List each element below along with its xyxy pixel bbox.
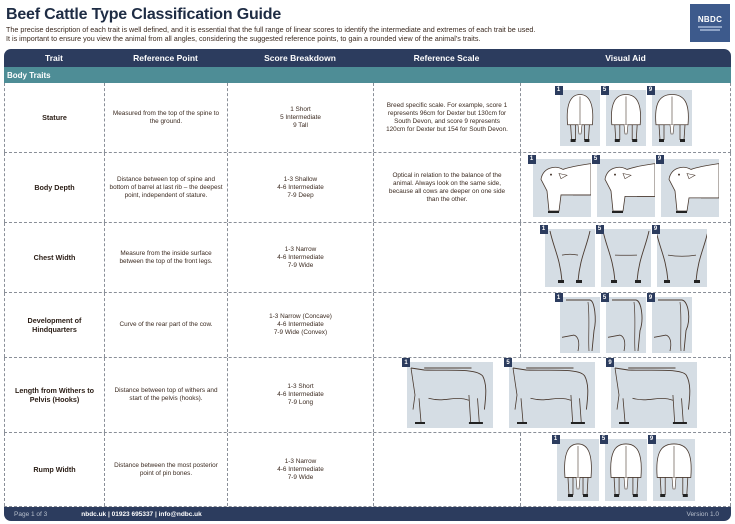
cattle-diagram-panel xyxy=(556,87,600,146)
score-badge: 1 xyxy=(540,225,548,234)
score-badge: 9 xyxy=(652,225,660,234)
score-badge: 1 xyxy=(555,86,563,95)
contact-info: nbdc.uk | 01923 695337 | info@ndbc.uk xyxy=(81,510,202,518)
score-line: 1 Short xyxy=(290,105,311,113)
table-row-length-withers-pelvis xyxy=(4,358,731,433)
trait-name: Chest Width xyxy=(4,223,104,292)
score-badge: 5 xyxy=(596,225,604,234)
cattle-illustration-icon xyxy=(533,159,591,217)
score-badge: 5 xyxy=(601,86,609,95)
cattle-diagram-panel xyxy=(597,226,651,287)
cattle-illustration-icon xyxy=(606,90,646,146)
intro-line-2: It is important to ensure you view the animal from all angles, considering the suggested reference points, to gain a rounded view of the animal's traits. xyxy=(6,34,481,43)
cattle-illustration-icon xyxy=(661,159,719,217)
reference-scale xyxy=(373,223,520,292)
column-header-score-breakdown: Score Breakdown xyxy=(264,53,336,63)
cattle-illustration-icon xyxy=(407,362,493,428)
reference-point: Measured from the top of the spine to the ground. xyxy=(104,83,227,152)
score-badge: 5 xyxy=(592,155,600,164)
score-badge: 9 xyxy=(647,293,655,302)
cattle-illustration-icon xyxy=(560,90,600,146)
page-number: Page 1 of 3 xyxy=(14,510,48,518)
score-badge: 9 xyxy=(648,435,656,444)
cattle-illustration-icon xyxy=(509,362,595,428)
reference-scale: Optical in relation to the balance of the animal. Always look on the same side, because all cows are deeper on one side than the other. xyxy=(373,153,520,222)
visual-aid xyxy=(520,83,731,152)
cattle-diagram-panel xyxy=(648,87,692,146)
reference-point: Measure from the inside surface between the top of the front legs. xyxy=(104,223,227,292)
score-line: 7-9 Wide xyxy=(287,261,314,269)
visual-aid xyxy=(520,153,731,222)
reference-point: Distance between top of spine and bottom of barrel at last rib – the deepest point, independent of stature. xyxy=(104,153,227,222)
page-title: Beef Cattle Type Classification Guide xyxy=(6,6,282,23)
score-line: 4-6 Intermediate xyxy=(277,321,324,328)
reference-point: Distance between the most posterior point of pin bones. xyxy=(104,433,227,506)
table-row-rump-width xyxy=(4,433,731,507)
score-badge: 5 xyxy=(504,358,512,367)
table-row-chest-width xyxy=(4,223,731,293)
cattle-illustration-icon xyxy=(652,90,692,146)
score-line: 7-9 Wide xyxy=(287,473,314,481)
trait-name: Body Depth xyxy=(4,153,104,222)
nbdc-logo xyxy=(690,4,730,42)
logo-tagline-line xyxy=(700,29,720,31)
score-line: 1-3 Short xyxy=(287,383,314,390)
score-badge: 1 xyxy=(552,435,560,444)
score-line: 1-3 Shallow xyxy=(283,175,318,183)
score-breakdown xyxy=(227,153,373,222)
trait-name: Rump Width xyxy=(4,433,104,506)
score-badge: 1 xyxy=(555,293,563,302)
score-line: 4-6 Intermediate xyxy=(277,391,324,398)
cattle-diagram-panel xyxy=(404,359,493,428)
score-badge: 1 xyxy=(528,155,536,164)
score-line: 5 Intermediate xyxy=(280,113,321,121)
cattle-diagram-panel xyxy=(657,156,719,217)
visual-aid xyxy=(373,358,731,432)
cattle-illustration-icon xyxy=(597,159,655,217)
score-badge: 5 xyxy=(601,293,609,302)
cattle-diagram-panel xyxy=(653,226,707,287)
visual-aid xyxy=(520,293,731,357)
cattle-illustration-icon xyxy=(652,297,692,353)
cattle-illustration-icon xyxy=(605,439,647,501)
score-line: 1-3 Narrow (Concave) xyxy=(269,313,332,320)
classification-table xyxy=(4,49,731,507)
score-line: 7-9 Long xyxy=(287,399,314,406)
version-label: Version 1.0 xyxy=(686,510,719,518)
score-breakdown xyxy=(227,293,373,357)
score-line: 4-6 Intermediate xyxy=(277,465,324,473)
reference-scale: Breed specific scale. For example, score 1 represents 96cm for Dexter but 130cm for South Devon, and score 9 represents 120cm for Dexter but 154 for South Devon. xyxy=(373,83,520,152)
score-breakdown xyxy=(227,433,373,506)
cattle-illustration-icon xyxy=(601,229,651,287)
cattle-diagram-panel xyxy=(556,294,600,353)
reference-scale xyxy=(373,433,520,506)
reference-point: Curve of the rear part of the cow. xyxy=(104,293,227,357)
table-header xyxy=(4,49,731,67)
score-badge: 5 xyxy=(600,435,608,444)
score-badge: 9 xyxy=(606,358,614,367)
score-line: 1-3 Narrow xyxy=(284,245,317,253)
cattle-illustration-icon xyxy=(606,297,646,353)
column-header-visual-aid: Visual Aid xyxy=(605,53,646,63)
reference-point: Distance between top of withers and start of the pelvis (hooks). xyxy=(104,358,227,432)
cattle-illustration-icon xyxy=(560,297,600,353)
score-line: 4-6 Intermediate xyxy=(277,253,324,261)
trait-name: Development of Hindquarters xyxy=(4,293,104,357)
intro-line-1: The precise description of each trait is well defined, and it is essential that the full range of linear scores to identify the intermediate and extremes of each trait be used. xyxy=(6,25,536,34)
cattle-diagram-panel xyxy=(506,359,595,428)
column-header-reference-point: Reference Point xyxy=(133,53,198,63)
score-line: 7-9 Deep xyxy=(287,191,314,199)
score-breakdown xyxy=(227,358,373,432)
score-line: 4-6 Intermediate xyxy=(277,183,324,191)
table-row-hindquarters xyxy=(4,293,731,358)
score-line: 1-3 Narrow xyxy=(284,457,317,465)
cattle-diagram-panel xyxy=(648,294,692,353)
column-header-trait: Trait xyxy=(45,53,63,63)
table-row-body-depth xyxy=(4,153,731,223)
table-row-stature xyxy=(4,83,731,153)
cattle-diagram-panel xyxy=(601,436,647,501)
score-badge: 9 xyxy=(647,86,655,95)
cattle-diagram-panel xyxy=(553,436,599,501)
cattle-diagram-panel xyxy=(602,87,646,146)
cattle-illustration-icon xyxy=(653,439,695,501)
cattle-diagram-panel xyxy=(541,226,595,287)
cattle-diagram-panel xyxy=(602,294,646,353)
score-badge: 9 xyxy=(656,155,664,164)
cattle-illustration-icon xyxy=(611,362,697,428)
section-heading-body-traits: Body Traits xyxy=(4,67,731,83)
score-breakdown xyxy=(227,83,373,152)
cattle-diagram-panel xyxy=(649,436,695,501)
cattle-diagram-panel xyxy=(529,156,591,217)
cattle-diagram-panel xyxy=(593,156,655,217)
trait-name: Length from Withers to Pelvis (Hooks) xyxy=(4,358,104,432)
logo-tagline-line xyxy=(698,26,722,28)
cattle-illustration-icon xyxy=(657,229,707,287)
score-breakdown xyxy=(227,223,373,292)
cattle-illustration-icon xyxy=(545,229,595,287)
trait-name: Stature xyxy=(4,83,104,152)
intro-text xyxy=(6,25,686,43)
score-badge: 1 xyxy=(402,358,410,367)
score-line: 7-9 Wide (Convex) xyxy=(273,329,328,336)
logo-text: NBDC xyxy=(697,15,723,24)
cattle-diagram-panel xyxy=(608,359,697,428)
visual-aid xyxy=(520,433,731,506)
column-header-reference-scale: Reference Scale xyxy=(413,53,480,63)
reference-scale xyxy=(373,293,520,357)
cattle-illustration-icon xyxy=(557,439,599,501)
page-footer xyxy=(4,507,731,521)
score-line: 9 Tall xyxy=(293,121,308,129)
visual-aid xyxy=(520,223,731,292)
